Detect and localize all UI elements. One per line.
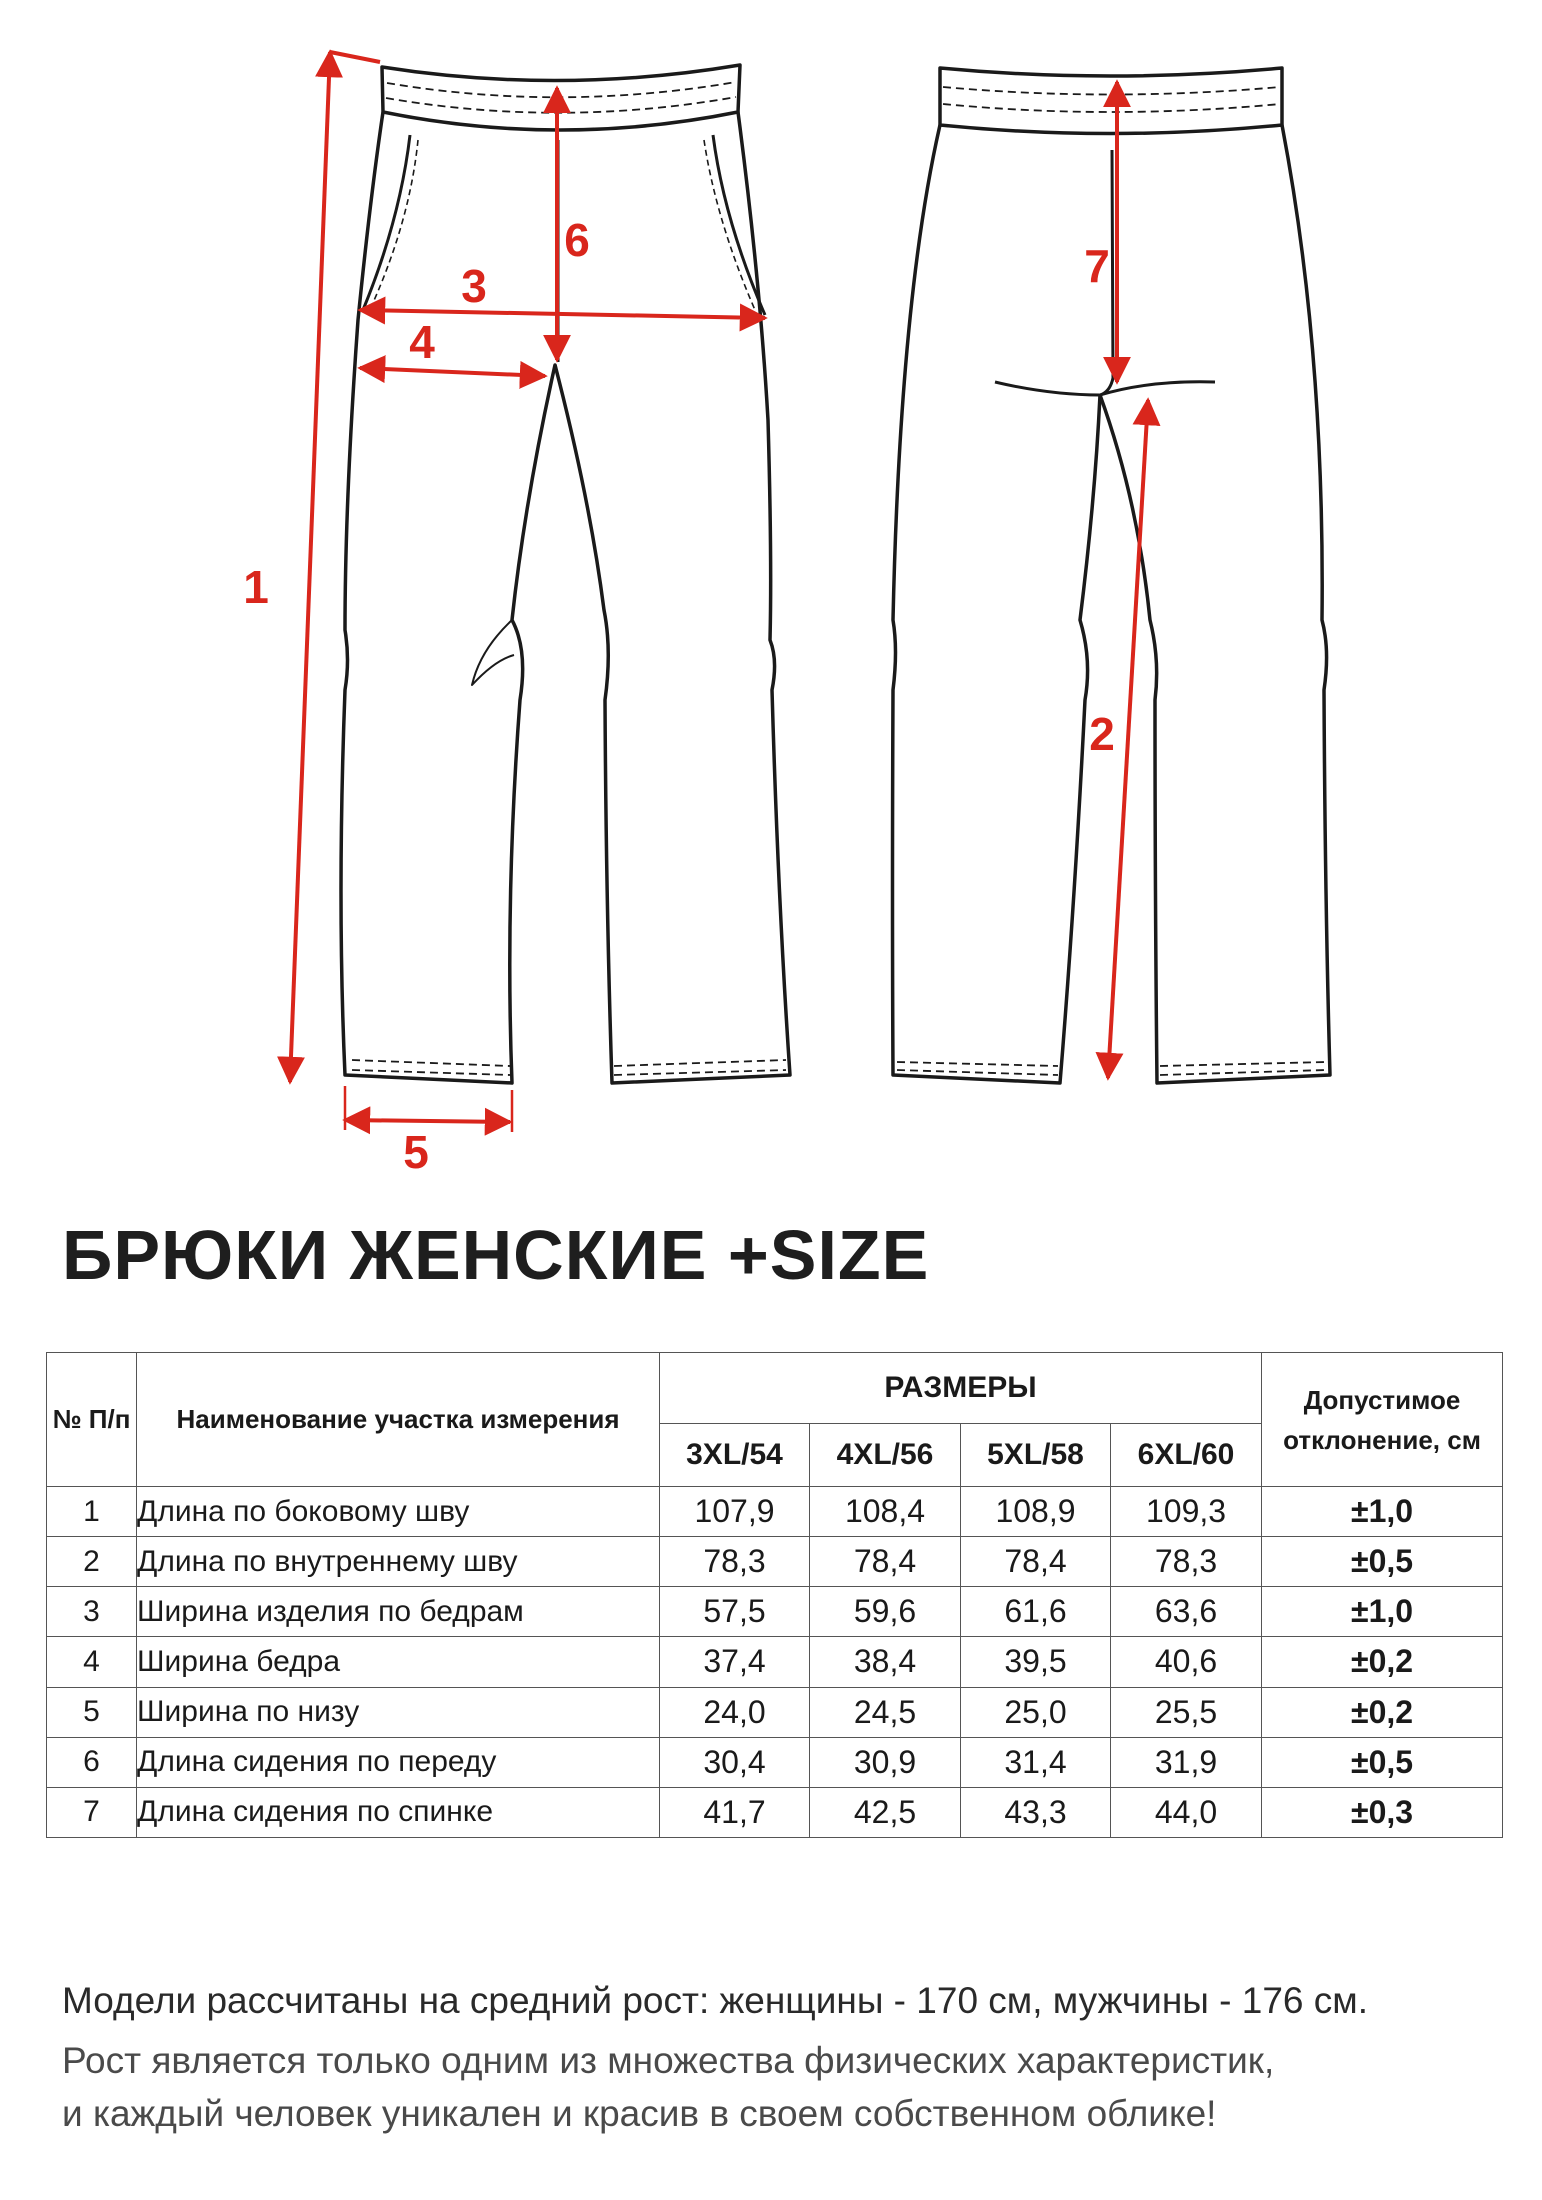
row-name: Длина сидения по спинке <box>137 1787 660 1837</box>
row-value: 24,0 <box>660 1687 810 1737</box>
measure-label-3: 3 <box>461 260 487 312</box>
row-number: 5 <box>47 1687 137 1737</box>
row-tolerance: ±0,5 <box>1262 1537 1503 1587</box>
row-name: Ширина изделия по бедрам <box>137 1587 660 1637</box>
measure-label-5: 5 <box>403 1126 429 1178</box>
row-value: 78,3 <box>660 1537 810 1587</box>
row-value: 31,9 <box>1111 1737 1262 1787</box>
row-value: 107,9 <box>660 1487 810 1537</box>
row-number: 3 <box>47 1587 137 1637</box>
table-row <box>47 1687 1503 1737</box>
page-title: БРЮКИ ЖЕНСКИЕ +SIZE <box>62 1216 930 1294</box>
note-average-height: Модели рассчитаны на средний рост: женщины - 170 см, мужчины - 176 см. <box>62 1980 1368 2021</box>
row-number: 6 <box>47 1737 137 1787</box>
row-value: 109,3 <box>1111 1487 1262 1537</box>
row-value: 44,0 <box>1111 1787 1262 1837</box>
header-sizes: РАЗМЕРЫ <box>660 1353 1262 1424</box>
row-number: 2 <box>47 1537 137 1587</box>
row-value: 30,4 <box>660 1737 810 1787</box>
row-value: 25,0 <box>961 1687 1111 1737</box>
row-value: 30,9 <box>810 1737 961 1787</box>
row-value: 24,5 <box>810 1687 961 1737</box>
measure-label-1: 1 <box>243 561 269 613</box>
table-row <box>47 1487 1503 1537</box>
measure-label-6: 6 <box>564 214 590 266</box>
header-measure-name: Наименование участка измерения <box>137 1353 660 1487</box>
row-number: 4 <box>47 1637 137 1687</box>
row-name: Длина по внутреннему шву <box>137 1537 660 1587</box>
row-tolerance: ±0,5 <box>1262 1737 1503 1787</box>
table-row <box>47 1737 1503 1787</box>
row-value: 38,4 <box>810 1637 961 1687</box>
row-value: 57,5 <box>660 1587 810 1637</box>
row-tolerance: ±1,0 <box>1262 1487 1503 1537</box>
row-tolerance: ±1,0 <box>1262 1587 1503 1637</box>
header-tolerance: Допустимое отклонение, см <box>1262 1353 1503 1487</box>
header-size: 6XL/60 <box>1111 1424 1262 1487</box>
row-value: 42,5 <box>810 1787 961 1837</box>
measure-line-4 <box>360 368 545 376</box>
header-number: № П/п <box>47 1353 137 1487</box>
measure-line-1-top <box>330 52 380 62</box>
header-size: 5XL/58 <box>961 1424 1111 1487</box>
header-size: 4XL/56 <box>810 1424 961 1487</box>
measure-label-2: 2 <box>1089 708 1115 760</box>
table-row <box>47 1587 1503 1637</box>
row-value: 39,5 <box>961 1637 1111 1687</box>
measure-label-7: 7 <box>1084 240 1110 292</box>
note-line-3: и каждый человек уникален и красив в своем собственном облике! <box>62 2093 1217 2134</box>
row-value: 78,4 <box>810 1537 961 1587</box>
table-row <box>47 1637 1503 1687</box>
table-row <box>47 1787 1503 1837</box>
measurement-lines <box>290 52 1148 1132</box>
measurement-labels <box>243 214 1115 1178</box>
row-value: 31,4 <box>961 1737 1111 1787</box>
row-value: 40,6 <box>1111 1637 1262 1687</box>
row-value: 78,3 <box>1111 1537 1262 1587</box>
row-name: Ширина бедра <box>137 1637 660 1687</box>
row-number: 1 <box>47 1487 137 1537</box>
row-number: 7 <box>47 1787 137 1837</box>
note-line-2: Рост является только одним из множества физических характеристик, <box>62 2040 1275 2081</box>
row-value: 108,9 <box>961 1487 1111 1537</box>
row-name: Длина по боковому шву <box>137 1487 660 1537</box>
row-value: 25,5 <box>1111 1687 1262 1737</box>
table-row <box>47 1537 1503 1587</box>
row-name: Ширина по низу <box>137 1687 660 1737</box>
row-tolerance: ±0,3 <box>1262 1787 1503 1837</box>
row-value: 108,4 <box>810 1487 961 1537</box>
pants-back-view <box>893 68 1331 1083</box>
row-value: 41,7 <box>660 1787 810 1837</box>
row-value: 63,6 <box>1111 1587 1262 1637</box>
measure-label-4: 4 <box>409 316 435 368</box>
size-table <box>46 1352 1503 1838</box>
row-tolerance: ±0,2 <box>1262 1687 1503 1737</box>
measure-line-5 <box>345 1120 510 1122</box>
row-value: 37,4 <box>660 1637 810 1687</box>
row-value: 78,4 <box>961 1537 1111 1587</box>
measure-line-1 <box>290 52 330 1082</box>
row-value: 43,3 <box>961 1787 1111 1837</box>
row-name: Длина сидения по переду <box>137 1737 660 1787</box>
row-value: 61,6 <box>961 1587 1111 1637</box>
row-value: 59,6 <box>810 1587 961 1637</box>
header-size: 3XL/54 <box>660 1424 810 1487</box>
row-tolerance: ±0,2 <box>1262 1637 1503 1687</box>
